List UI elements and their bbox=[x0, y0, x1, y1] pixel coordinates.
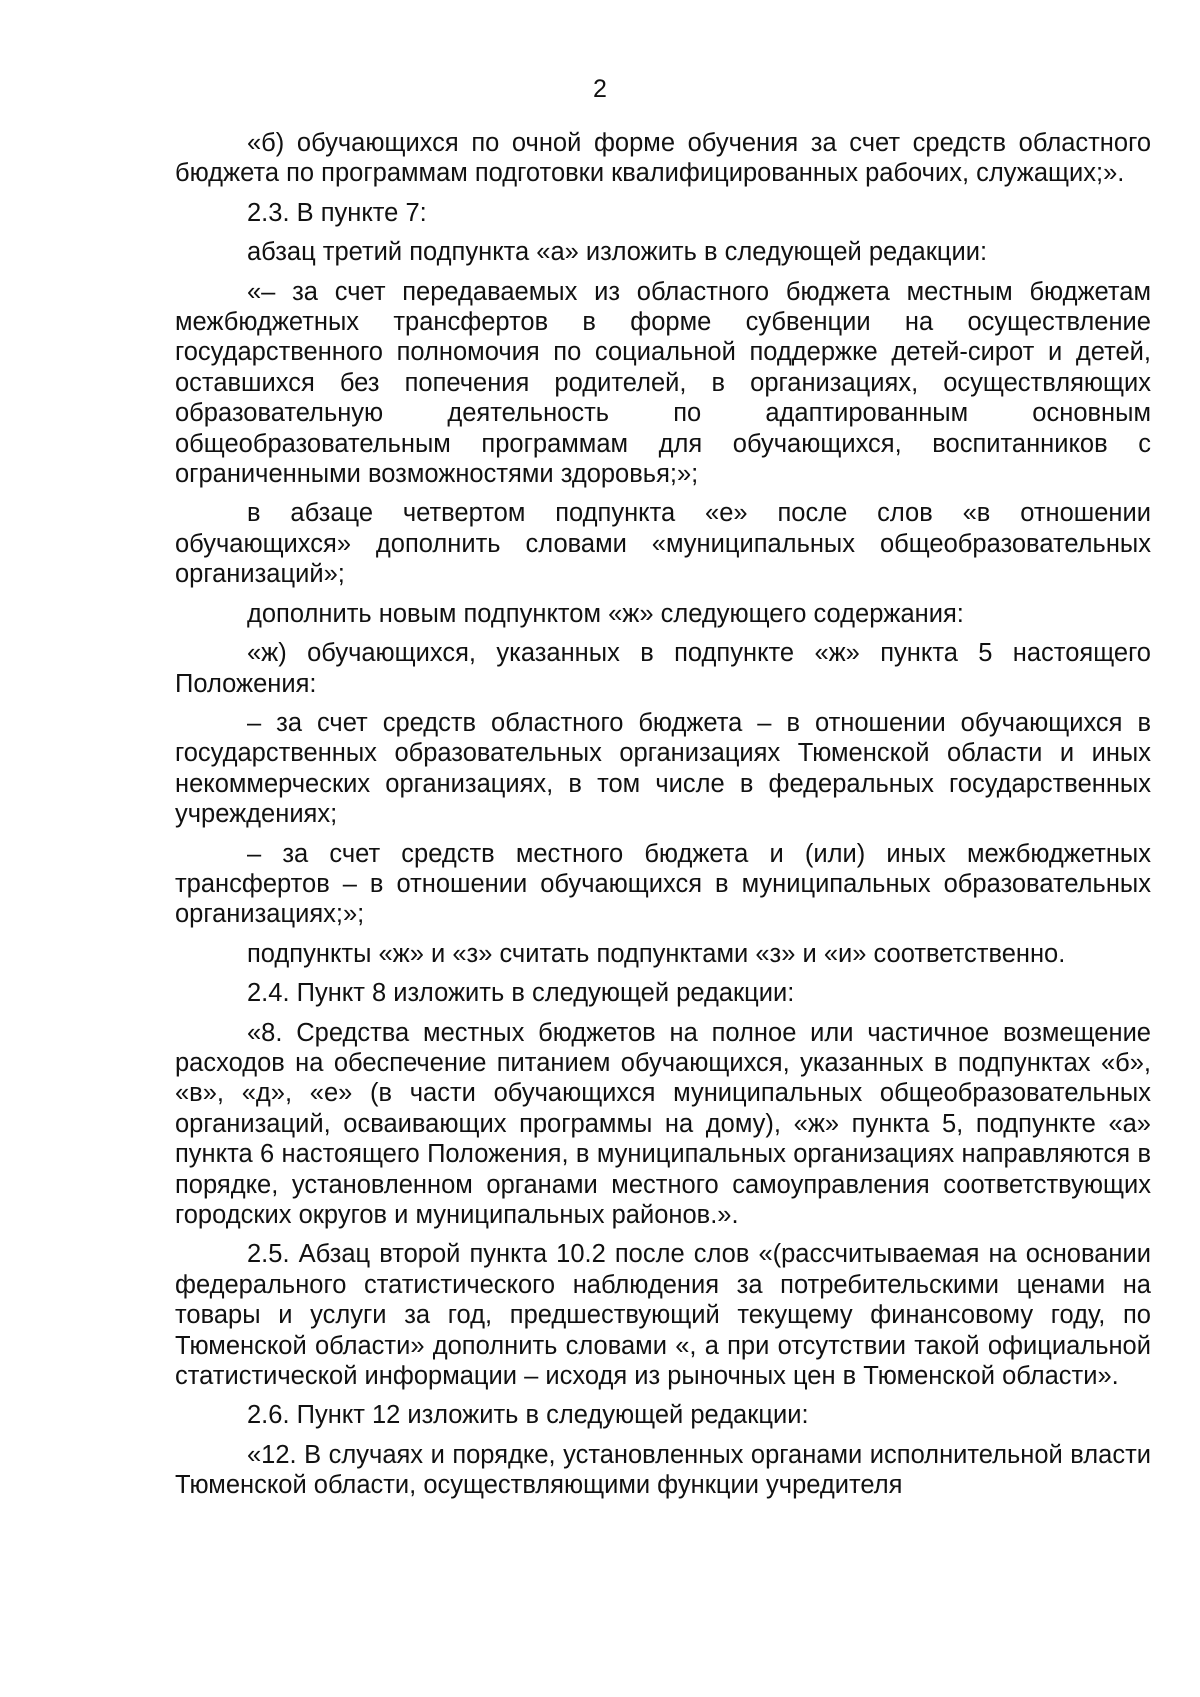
paragraph: «12. В случаях и порядке, установленных органами исполнительной власти Тюменской области, осуществляющими функции учредителя bbox=[175, 1440, 1151, 1500]
paragraph: абзац третий подпункта «а» изложить в следующей редакции: bbox=[247, 238, 988, 267]
paragraph: «– за счет передаваемых из областного бюджета местным бюджетам межбюджетных трансфертов в форме субвенции на осуществление государственного полномочия по социальной поддержке детей-сирот и детей, оставшихся без попечения родителей, в организациях, осуществляющих образовательную деятельность по адаптированным основным общеобразовательным программам для обучающихся, воспитанников с ограниченными возможностями здоровья;»; bbox=[175, 277, 1151, 489]
paragraph: 2.5. Абзац второй пункта 10.2 после слов «(рассчитываемая на основании федерального статистического наблюдения за потребительскими ценами на товары и услуги за год, предшествующий текущему финансовому году, по Тюменской области» дополнить словами «, а при отсутствии такой официальной статистической информации – исходя из рыночных цен в Тюменской области». bbox=[175, 1240, 1151, 1391]
paragraph: – за счет средств областного бюджета – в отношении обучающихся в государственных образовательных организациях Тюменской области и иных некоммерческих организациях, в том числе в федеральных государственных учреждениях; bbox=[175, 708, 1151, 829]
paragraph: – за счет средств местного бюджета и (или) иных межбюджетных трансфертов – в отношении обучающихся в муниципальных образовательных организациях;»; bbox=[175, 839, 1151, 929]
document-body bbox=[175, 128, 1151, 1510]
paragraph: «8. Средства местных бюджетов на полное или частичное возмещение расходов на обеспечение питанием обучающихся, указанных в подпунктах «б», «в», «д», «е» (в части обучающихся муниципальных общеобразовательных организаций, осваивающих программы на дому), «ж» пункта 5, подпункте «а» пункта 6 настоящего Положения, в муниципальных организациях направляются в порядке, установленном органами местного самоуправления соответствующих городских округов и муниципальных районов.». bbox=[175, 1018, 1151, 1229]
paragraph: 2.3. В пункте 7: bbox=[247, 198, 427, 227]
paragraph: «ж) обучающихся, указанных в подпункте «ж» пункта 5 настоящего Положения: bbox=[175, 639, 1151, 698]
paragraph: 2.4. Пункт 8 изложить в следующей редакции: bbox=[247, 979, 795, 1008]
page-number: 2 bbox=[593, 75, 607, 103]
paragraph: «б) обучающихся по очной форме обучения за счет средств областного бюджета по программам подготовки квалифицированных рабочих, служащих;». bbox=[175, 129, 1151, 188]
paragraph: 2.6. Пункт 12 изложить в следующей редакции: bbox=[247, 1401, 809, 1430]
paragraph: дополнить новым подпунктом «ж» следующего содержания: bbox=[247, 599, 964, 628]
paragraph: подпункты «ж» и «з» считать подпунктами «з» и «и» соответственно. bbox=[247, 939, 1066, 968]
paragraph: в абзаце четвертом подпункта «е» после слов «в отношении обучающихся» дополнить словами «муниципальных общеобразовательных организаций»; bbox=[175, 499, 1151, 589]
